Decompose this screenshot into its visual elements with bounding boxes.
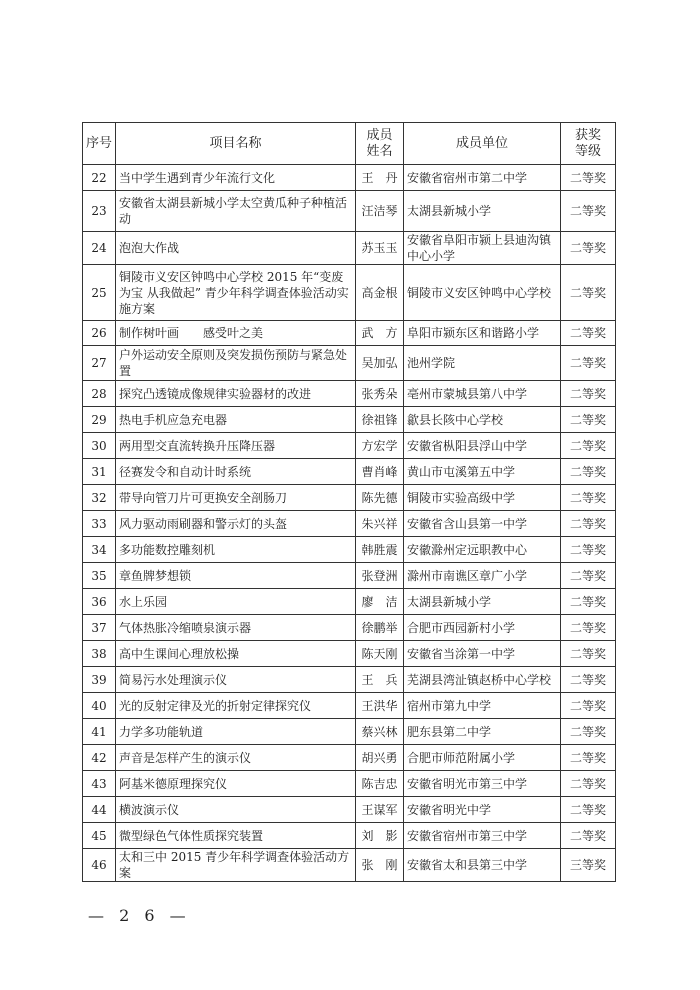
cell-no: 38 [83, 641, 116, 667]
cell-member-name: 高金根 [356, 265, 404, 321]
cell-member-unit: 安徽省宿州市第二中学 [404, 165, 561, 191]
cell-no: 40 [83, 693, 116, 719]
cell-no: 37 [83, 615, 116, 641]
cell-project-name: 力学多功能轨道 [116, 719, 356, 745]
cell-award-level: 二等奖 [561, 232, 616, 265]
header-award-level: 获奖 等级 [561, 123, 616, 165]
table-row [83, 589, 616, 615]
cell-member-name: 方宏学 [356, 433, 404, 459]
cell-no: 23 [83, 191, 116, 232]
table-row [83, 407, 616, 433]
cell-project-name: 阿基米德原理探究仪 [116, 771, 356, 797]
cell-project-name: 太和三中 2015 青少年科学调查体验活动方案 [116, 849, 356, 882]
cell-member-unit: 安徽省含山县第一中学 [404, 511, 561, 537]
cell-project-name: 制作树叶画 感受叶之美 [116, 321, 356, 346]
cell-no: 32 [83, 485, 116, 511]
cell-project-name: 户外运动安全原则及突发损伤预防与紧急处置 [116, 346, 356, 381]
cell-award-level: 二等奖 [561, 265, 616, 321]
header-no: 序号 [83, 123, 116, 165]
cell-no: 35 [83, 563, 116, 589]
cell-award-level: 二等奖 [561, 745, 616, 771]
cell-project-name: 高中生课间心理放松操 [116, 641, 356, 667]
table-row [83, 563, 616, 589]
table-row [83, 667, 616, 693]
cell-award-level: 二等奖 [561, 459, 616, 485]
cell-member-name: 韩胜震 [356, 537, 404, 563]
cell-project-name: 当中学生遇到青少年流行文化 [116, 165, 356, 191]
table-row [83, 165, 616, 191]
cell-member-unit: 太湖县新城小学 [404, 589, 561, 615]
cell-member-name: 王 兵 [356, 667, 404, 693]
table-row [83, 641, 616, 667]
cell-member-name: 胡兴勇 [356, 745, 404, 771]
cell-member-name: 陈先德 [356, 485, 404, 511]
cell-member-unit: 滁州市南谯区章广小学 [404, 563, 561, 589]
cell-member-name: 汪洁琴 [356, 191, 404, 232]
cell-no: 39 [83, 667, 116, 693]
cell-award-level: 二等奖 [561, 433, 616, 459]
cell-award-level: 二等奖 [561, 667, 616, 693]
cell-no: 41 [83, 719, 116, 745]
cell-award-level: 二等奖 [561, 485, 616, 511]
cell-no: 44 [83, 797, 116, 823]
cell-project-name: 光的反射定律及光的折射定律探究仪 [116, 693, 356, 719]
cell-award-level: 二等奖 [561, 563, 616, 589]
cell-project-name: 水上乐园 [116, 589, 356, 615]
cell-no: 31 [83, 459, 116, 485]
table-row [83, 693, 616, 719]
cell-member-unit: 安徽省明光市第三中学 [404, 771, 561, 797]
cell-award-level: 二等奖 [561, 641, 616, 667]
cell-award-level: 二等奖 [561, 511, 616, 537]
table-row [83, 485, 616, 511]
cell-member-name: 刘 影 [356, 823, 404, 849]
table-row [83, 797, 616, 823]
cell-member-name: 张 刚 [356, 849, 404, 882]
cell-member-unit: 安徽省宿州市第三中学 [404, 823, 561, 849]
cell-member-name: 曹肖峰 [356, 459, 404, 485]
cell-member-unit: 安徽省枞阳县浮山中学 [404, 433, 561, 459]
table-row [83, 346, 616, 381]
cell-no: 36 [83, 589, 116, 615]
table-row [83, 191, 616, 232]
cell-project-name: 声音是怎样产生的演示仪 [116, 745, 356, 771]
cell-no: 24 [83, 232, 116, 265]
cell-project-name: 简易污水处理演示仪 [116, 667, 356, 693]
cell-no: 26 [83, 321, 116, 346]
cell-member-unit: 铜陵市义安区钟鸣中心学校 [404, 265, 561, 321]
cell-member-unit: 宿州市第九中学 [404, 693, 561, 719]
cell-no: 43 [83, 771, 116, 797]
cell-member-name: 王洪华 [356, 693, 404, 719]
cell-member-name: 廖 洁 [356, 589, 404, 615]
cell-award-level: 二等奖 [561, 537, 616, 563]
cell-member-name: 武 方 [356, 321, 404, 346]
cell-no: 28 [83, 381, 116, 407]
cell-award-level: 三等奖 [561, 849, 616, 882]
cell-member-unit: 肥东县第二中学 [404, 719, 561, 745]
cell-member-unit: 太湖县新城小学 [404, 191, 561, 232]
table-row [83, 615, 616, 641]
table-row [83, 321, 616, 346]
page-number: — 2 6 — [88, 906, 191, 925]
cell-member-name: 苏玉玉 [356, 232, 404, 265]
cell-project-name: 泡泡大作战 [116, 232, 356, 265]
cell-award-level: 二等奖 [561, 589, 616, 615]
cell-award-level: 二等奖 [561, 321, 616, 346]
table-row [83, 381, 616, 407]
cell-award-level: 二等奖 [561, 693, 616, 719]
table-row [83, 459, 616, 485]
cell-project-name: 两用型交直流转换升压降压器 [116, 433, 356, 459]
cell-member-name: 张秀朵 [356, 381, 404, 407]
cell-award-level: 二等奖 [561, 797, 616, 823]
cell-member-unit: 合肥市师范附属小学 [404, 745, 561, 771]
cell-member-name: 陈天刚 [356, 641, 404, 667]
cell-member-unit: 安徽省明光中学 [404, 797, 561, 823]
cell-project-name: 多功能数控雕刻机 [116, 537, 356, 563]
cell-member-name: 徐祖锋 [356, 407, 404, 433]
header-member-name: 成员 姓名 [356, 123, 404, 165]
cell-no: 30 [83, 433, 116, 459]
cell-project-name: 风力驱动雨刷器和警示灯的头盔 [116, 511, 356, 537]
table-row [83, 433, 616, 459]
cell-member-unit: 黄山市屯溪第五中学 [404, 459, 561, 485]
cell-no: 46 [83, 849, 116, 882]
cell-project-name: 带导向管刀片可更换安全剖肠刀 [116, 485, 356, 511]
cell-project-name: 章鱼牌梦想锁 [116, 563, 356, 589]
cell-award-level: 二等奖 [561, 381, 616, 407]
table-row [83, 719, 616, 745]
table-row [83, 232, 616, 265]
cell-member-unit: 合肥市西园新村小学 [404, 615, 561, 641]
cell-member-name: 蔡兴林 [356, 719, 404, 745]
cell-project-name: 热电手机应急充电器 [116, 407, 356, 433]
cell-award-level: 二等奖 [561, 191, 616, 232]
cell-project-name: 微型绿色气体性质探究装置 [116, 823, 356, 849]
cell-member-unit: 安徽省阜阳市颍上县迪沟镇中心小学 [404, 232, 561, 265]
cell-member-unit: 安徽省太和县第三中学 [404, 849, 561, 882]
cell-award-level: 二等奖 [561, 719, 616, 745]
cell-no: 42 [83, 745, 116, 771]
cell-member-unit: 芜湖县湾沚镇赵桥中心学校 [404, 667, 561, 693]
table-row [83, 265, 616, 321]
table-row [83, 537, 616, 563]
table-row [83, 511, 616, 537]
cell-member-name: 王 丹 [356, 165, 404, 191]
cell-no: 33 [83, 511, 116, 537]
cell-project-name: 横波演示仪 [116, 797, 356, 823]
cell-member-unit: 歙县长陔中心学校 [404, 407, 561, 433]
cell-member-name: 张登洲 [356, 563, 404, 589]
cell-project-name: 铜陵市义安区钟鸣中心学校 2015 年“变废为宝 从我做起” 青少年科学调查体验活动实施方案 [116, 265, 356, 321]
cell-member-name: 徐鹏举 [356, 615, 404, 641]
cell-no: 29 [83, 407, 116, 433]
cell-member-name: 王谋军 [356, 797, 404, 823]
cell-project-name: 安徽省太湖县新城小学太空黄瓜种子种植活动 [116, 191, 356, 232]
cell-project-name: 气体热胀冷缩喷泉演示器 [116, 615, 356, 641]
table-row [83, 849, 616, 882]
header-project-name: 项目名称 [116, 123, 356, 165]
cell-member-name: 朱兴祥 [356, 511, 404, 537]
cell-award-level: 二等奖 [561, 165, 616, 191]
cell-member-unit: 铜陵市实验高级中学 [404, 485, 561, 511]
table-row [83, 745, 616, 771]
cell-no: 27 [83, 346, 116, 381]
cell-award-level: 二等奖 [561, 823, 616, 849]
cell-member-name: 陈吉忠 [356, 771, 404, 797]
cell-award-level: 二等奖 [561, 407, 616, 433]
award-table [82, 122, 616, 882]
cell-member-unit: 亳州市蒙城县第八中学 [404, 381, 561, 407]
cell-project-name: 径赛发令和自动计时系统 [116, 459, 356, 485]
cell-project-name: 探究凸透镜成像规律实验器材的改进 [116, 381, 356, 407]
cell-award-level: 二等奖 [561, 615, 616, 641]
cell-member-unit: 安徽省当涂第一中学 [404, 641, 561, 667]
cell-member-unit: 安徽滁州定远职教中心 [404, 537, 561, 563]
cell-member-unit: 阜阳市颍东区和谐路小学 [404, 321, 561, 346]
cell-no: 34 [83, 537, 116, 563]
cell-no: 45 [83, 823, 116, 849]
cell-member-unit: 池州学院 [404, 346, 561, 381]
cell-no: 25 [83, 265, 116, 321]
cell-no: 22 [83, 165, 116, 191]
table-body [83, 165, 616, 882]
table-row [83, 771, 616, 797]
cell-award-level: 二等奖 [561, 771, 616, 797]
table-row [83, 823, 616, 849]
header-member-unit: 成员单位 [404, 123, 561, 165]
cell-member-name: 吴加弘 [356, 346, 404, 381]
table-header-row [83, 123, 616, 165]
cell-award-level: 二等奖 [561, 346, 616, 381]
